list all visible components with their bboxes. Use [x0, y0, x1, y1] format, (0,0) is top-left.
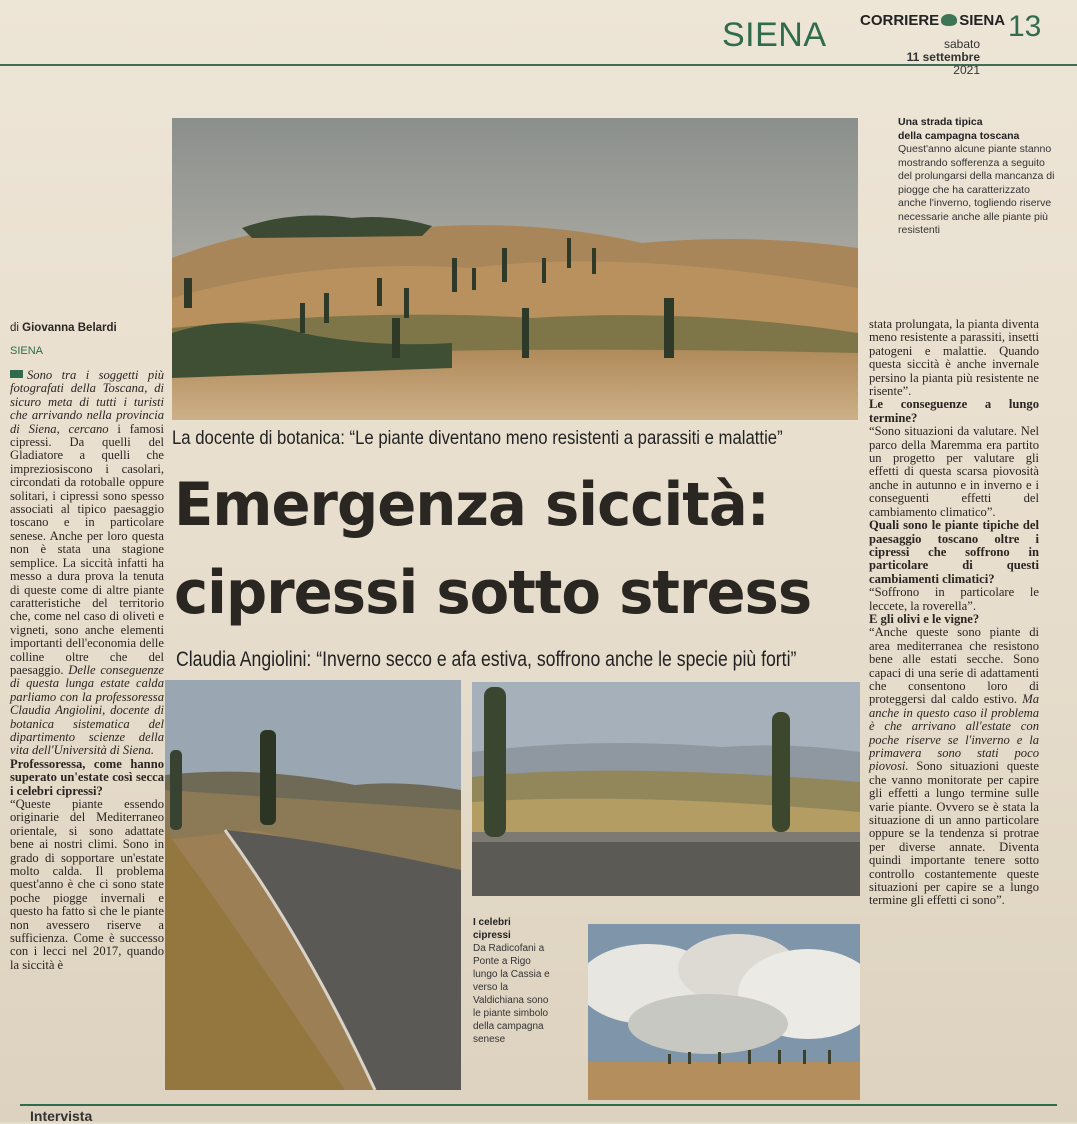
date-year: 2021	[953, 63, 980, 77]
left-paragraph-italic: Delle conseguenze di questa lunga estate calda parliamo con la professoressa Claudia Angiolini, docente di botanica sistematica del dipartimento scienze della vita dell'Università di Siena.	[10, 662, 164, 758]
footer-rule	[20, 1104, 1057, 1106]
byline-prefix: di	[10, 322, 19, 334]
masthead-left: CORRIERE	[860, 12, 940, 29]
byline-author: Giovanna Belardi	[22, 322, 117, 334]
clouds-photo	[588, 924, 860, 1100]
interview-answer-2: “Sono situazioni da valutare. Nel parco della Maremma era partito un progetto per valutare gli effetti di questa scarsa piovosità anche in autunno e in inverno e i conseguenti effetti del cambiamento climatico”.	[869, 424, 1039, 519]
caption-top-body: Quest'anno alcune piante stanno mostrando sofferenza a seguito del prolungarsi della mancanza di piogge che ha caratterizzato anche l'inverno, togliendo riserve necessarie anche alle piante più resistenti	[898, 143, 1055, 236]
interview-answer-3: “Soffrono in particolare le leccete, la roverella”.	[869, 585, 1039, 613]
right-column	[869, 318, 1039, 908]
masthead	[860, 12, 1005, 29]
kicker-line: La docente di botanica: “Le piante diventano meno resistenti a parassiti e malattie”	[172, 428, 783, 449]
section-title: SIENA	[722, 16, 827, 54]
headline-line-1: Emergenza siccità:	[174, 470, 769, 540]
caption-bottom-title-2: cipressi	[473, 930, 511, 941]
interview-answer-4-end: Sono situazioni queste che vanno monitorate per capire gli effetti a lungo termine sulle varie piante. Ovvero se è stata la situazione di un anno particolare oppure se la tendenza si protrae per diverse annate. Diventa quindi importante tenere sotto controllo costantemente queste situazioni per capire se a lungo termine gli effetti ci sono”.	[869, 759, 1039, 908]
caption-top-title-2: della campagna toscana	[898, 129, 1020, 142]
caption-bottom-body: Da Radicofani a Ponte a Rigo lungo la Cassia e verso la Valdichiana sono le piante simbolo della campagna senese	[473, 943, 550, 1045]
caption-top-title-1: Una strada tipica	[898, 116, 983, 128]
byline-place: SIENA	[10, 345, 44, 357]
date-day: sabato	[943, 37, 980, 51]
footer-text: Intervista	[30, 1108, 93, 1124]
lead-marker-icon	[10, 370, 23, 378]
left-paragraph-1: i famosi cipressi. Da quelli del Gladiatore a quelli che impreziosiscono i casolari, circondati da rotoballe oppure solitari, i cipressi sono spesso associati al tipico paesaggio toscano e in particolare senese. Anche per loro questa non è stata una stagione semplice. La siccità infatti ha messo a dura prova la tenuta di queste come di altre piante caratteristiche del territorio che, come nel caso di oliveti e vigneti, sono anche elementi importanti dell'economia delle colline oltre che del paesaggio.	[10, 421, 164, 677]
subhead-line: Claudia Angiolini: “Inverno secco e afa estiva, soffrono anche le specie più forti”	[176, 648, 797, 671]
left-column	[10, 369, 164, 972]
lead-italic: Sono tra i soggetti più fotografati della Toscana, di sicuro meta di tutti i turisti che arrivando nella provincia di Siena, cercano	[10, 368, 164, 436]
masthead-right: SIENA	[959, 12, 1006, 29]
right-paragraph-1: stata prolungata, la pianta diventa meno resistente a parassiti, insetti patogeni e malattie. Quando questa siccità è anche invernale persino la pianta più resistente ne risente”.	[869, 317, 1039, 399]
interview-answer-4-italic: Ma anche in questo caso il problema è che arrivano all'estate con poche riserve se l'inverno e la primavera sono stati poco piovosi.	[869, 692, 1039, 774]
road-photo	[165, 680, 461, 1090]
date-main: 11 settembre	[906, 50, 980, 64]
photo-caption-top	[898, 116, 1058, 238]
landscape-photo-top	[172, 118, 858, 420]
interview-question-4: E gli olivi e le vigne?	[869, 611, 980, 626]
interview-question-2: Le conseguenze a lungo termine?	[869, 397, 1039, 425]
interview-question-1: Professoressa, come hanno superato un'estate così secca i celebri cipressi?	[10, 756, 164, 798]
photo-caption-bottom	[473, 916, 553, 1046]
interview-answer-4: “Anche queste sono piante di area mediterranea che resistono bene alle estati secche. Sono capaci di una serie di adattamenti che consentono loro di proteggersi dal caldo estivo.	[869, 625, 1039, 707]
masthead-logo-icon	[941, 14, 957, 26]
headline-line-2: cipressi sotto stress	[174, 558, 812, 628]
hills-photo	[472, 682, 860, 896]
interview-answer-1: “Queste piante essendo originarie del Mediterraneo orientale, si sono adattate bene ai nostri climi. Sono in grado di sopportare un'estate molto calda. Il problema quest'anno è che ci sono state poche piogge invernali e questo ha fatto sì che le piante non avessero riserve a sufficienza. Come è successo con i lecci nel 2017, quando la siccità è	[10, 797, 164, 972]
page-number: 13	[1008, 10, 1042, 43]
interview-question-3: Quali sono le piante tipiche del paesaggio toscano oltre i cipressi che soffrono in particolare di questi cambiamenti climatici?	[869, 518, 1039, 586]
caption-bottom-title-1: I celebri	[473, 917, 511, 928]
byline	[10, 322, 117, 334]
dateline	[880, 38, 980, 77]
